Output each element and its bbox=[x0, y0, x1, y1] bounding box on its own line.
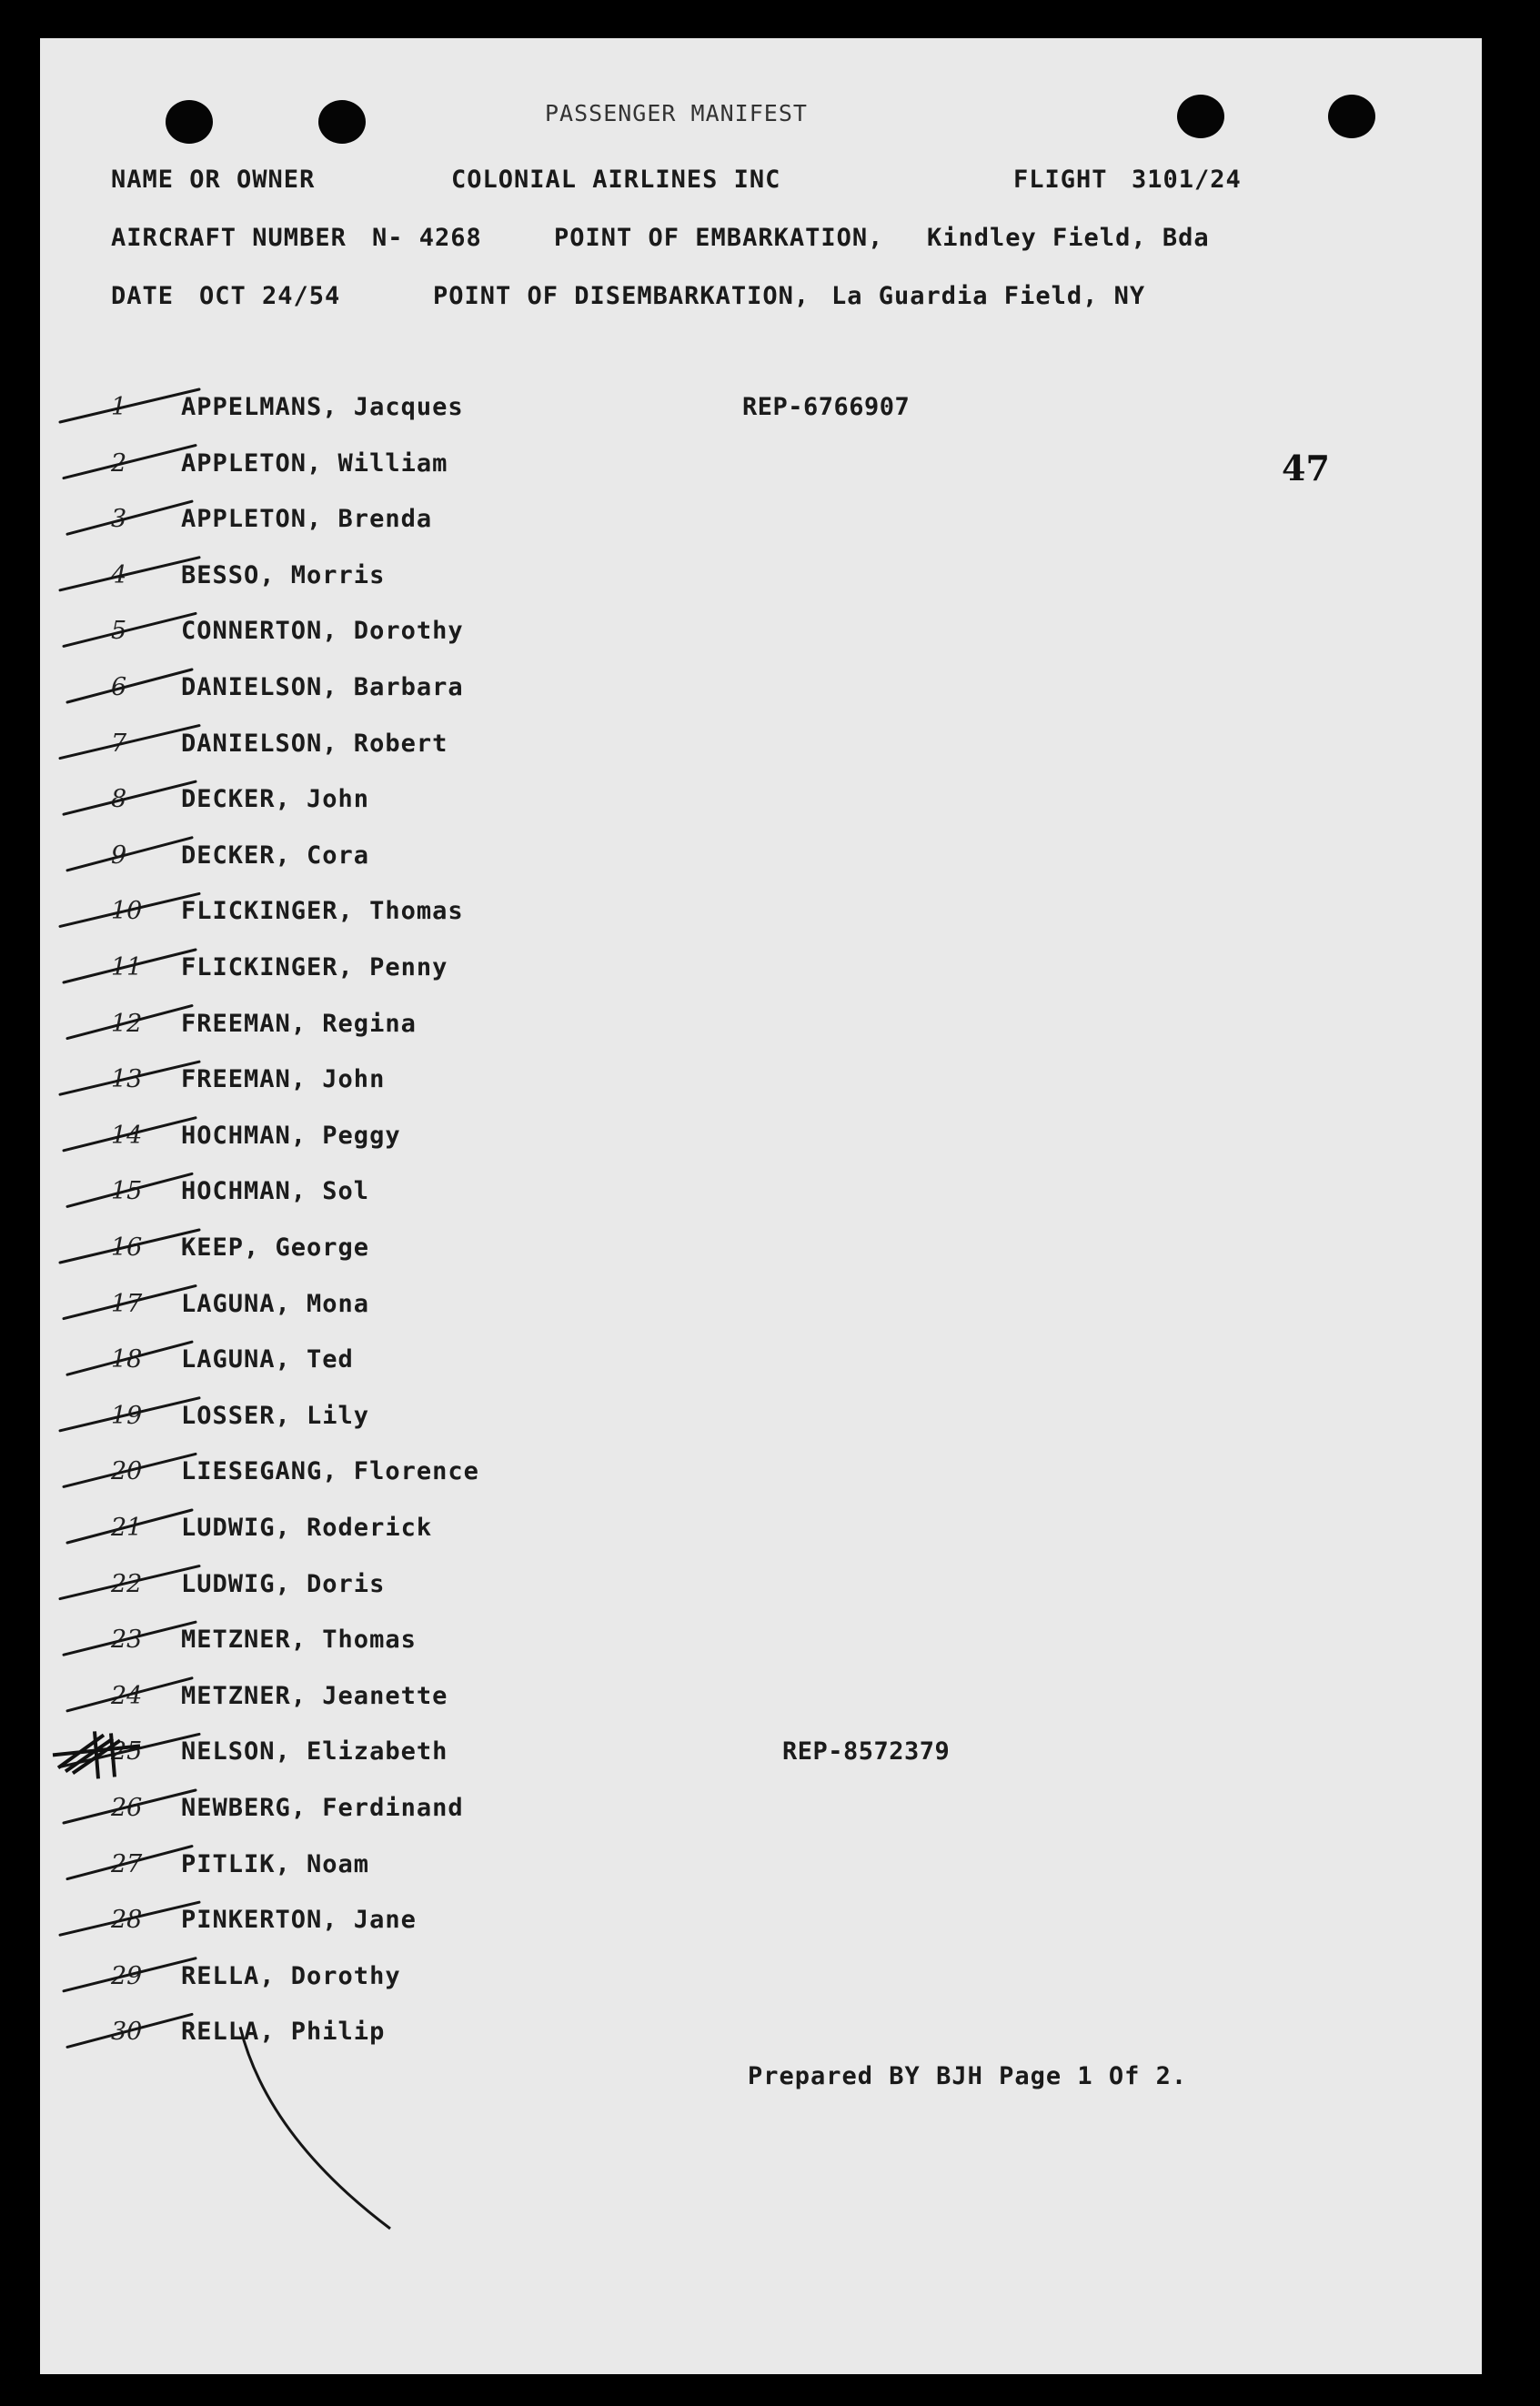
passenger-row-number: 23 bbox=[111, 1626, 143, 1655]
passenger-name: KEEP, George bbox=[181, 1233, 370, 1262]
passenger-row-number: 28 bbox=[111, 1906, 143, 1935]
passenger-name: CONNERTON, Dorothy bbox=[181, 617, 464, 646]
passenger-name: FLICKINGER, Thomas bbox=[181, 897, 464, 926]
passenger-reference: REP-6766907 bbox=[742, 393, 911, 421]
check-mark-stroke bbox=[60, 1398, 199, 1431]
date-value: OCT 24/54 bbox=[199, 282, 341, 310]
passenger-name: FREEMAN, Regina bbox=[181, 1009, 417, 1038]
check-mark-stroke bbox=[64, 1790, 196, 1823]
passenger-row-number: 11 bbox=[111, 953, 143, 982]
passenger-name: LIESEGANG, Florence bbox=[181, 1457, 479, 1486]
passenger-name: PITLIK, Noam bbox=[181, 1849, 370, 1878]
check-mark-stroke bbox=[67, 1847, 192, 1879]
passenger-row-number: 22 bbox=[111, 1569, 143, 1598]
passenger-name: DANIELSON, Barbara bbox=[181, 673, 464, 701]
scribble-mark bbox=[53, 1731, 140, 1778]
passenger-row-number: 2 bbox=[111, 448, 127, 478]
passenger-row-number: 24 bbox=[111, 1681, 143, 1710]
check-mark-stroke bbox=[60, 1566, 199, 1599]
check-mark-stroke bbox=[67, 838, 192, 871]
passenger-name: BESSO, Morris bbox=[181, 560, 386, 589]
flight-label: FLIGHT bbox=[1013, 166, 1108, 194]
disembarkation-label: POINT OF DISEMBARKATION, bbox=[433, 282, 810, 310]
check-mark-stroke bbox=[64, 950, 196, 982]
check-mark-stroke bbox=[60, 558, 199, 590]
passenger-reference: REP-8572379 bbox=[782, 1737, 951, 1767]
passenger-row-number: 12 bbox=[111, 1009, 143, 1038]
check-mark-stroke bbox=[67, 1006, 192, 1039]
check-mark-stroke bbox=[67, 2014, 192, 2047]
passenger-name: HOCHMAN, Peggy bbox=[181, 1121, 401, 1150]
check-mark-stroke bbox=[67, 501, 192, 534]
passenger-name: RELLA, Dorothy bbox=[181, 1961, 401, 1990]
check-mark-stroke bbox=[60, 1902, 199, 1935]
embarkation-label: POINT OF EMBARKATION, bbox=[554, 224, 884, 252]
passenger-name: LUDWIG, Doris bbox=[181, 1569, 386, 1598]
passenger-row-number: 17 bbox=[111, 1289, 143, 1318]
passenger-name: APPELMANS, Jacques bbox=[181, 393, 464, 421]
aircraft-value: N- 4268 bbox=[372, 224, 482, 252]
passenger-row-number: 6 bbox=[111, 673, 127, 701]
passenger-name: LAGUNA, Ted bbox=[181, 1345, 354, 1374]
passenger-name: PINKERTON, Jane bbox=[181, 1906, 417, 1935]
passenger-name: HOCHMAN, Sol bbox=[181, 1177, 370, 1206]
embarkation-value: Kindley Field, Bda bbox=[927, 224, 1210, 252]
passenger-row-number: 7 bbox=[111, 729, 127, 758]
check-mark-stroke bbox=[60, 893, 199, 926]
passenger-row-number: 13 bbox=[111, 1065, 143, 1094]
check-mark-stroke bbox=[64, 613, 196, 646]
prepared-by-footer: Prepared BY BJH Page 1 Of 2. bbox=[748, 2062, 1188, 2090]
passenger-name: LUDWIG, Roderick bbox=[181, 1514, 433, 1542]
passenger-row-number: 14 bbox=[111, 1121, 143, 1150]
passenger-name: DECKER, John bbox=[181, 785, 370, 814]
owner-label: NAME OR OWNER bbox=[111, 166, 316, 194]
pen-stroke-tail bbox=[240, 2027, 390, 2229]
passenger-row-number: 21 bbox=[111, 1514, 143, 1542]
passenger-row-number: 1 bbox=[111, 393, 127, 421]
handwritten-check-marks bbox=[40, 38, 1482, 2374]
passenger-row-number: 5 bbox=[111, 617, 127, 646]
passenger-row-number: 20 bbox=[111, 1457, 143, 1486]
check-mark-stroke bbox=[64, 1454, 196, 1486]
passenger-row-number: 15 bbox=[111, 1177, 143, 1206]
passenger-row-number: 29 bbox=[111, 1961, 143, 1990]
manifest-title: PASSENGER MANIFEST bbox=[545, 100, 808, 126]
passenger-name: DECKER, Cora bbox=[181, 841, 370, 870]
passenger-name: APPLETON, William bbox=[181, 448, 448, 478]
check-mark-stroke bbox=[60, 726, 199, 759]
passenger-name: LOSSER, Lily bbox=[181, 1401, 370, 1430]
passenger-name: FLICKINGER, Penny bbox=[181, 953, 448, 982]
passenger-row-number: 10 bbox=[111, 897, 143, 926]
passenger-name: RELLA, Philip bbox=[181, 2018, 386, 2047]
passenger-name: FREEMAN, John bbox=[181, 1065, 386, 1094]
passenger-name: NELSON, Elizabeth bbox=[181, 1737, 448, 1767]
passenger-name: NEWBERG, Ferdinand bbox=[181, 1794, 464, 1822]
check-mark-stroke bbox=[67, 669, 192, 702]
disembarkation-value: La Guardia Field, NY bbox=[831, 282, 1146, 310]
check-mark-stroke bbox=[64, 1286, 196, 1319]
page-number-stamp: 47 bbox=[1282, 448, 1330, 488]
flight-value: 3101/24 bbox=[1132, 166, 1242, 194]
manifest-sheet bbox=[40, 38, 1482, 2374]
passenger-row-number: 26 bbox=[111, 1794, 143, 1822]
passenger-name: METZNER, Jeanette bbox=[181, 1681, 448, 1710]
passenger-row-number: 18 bbox=[111, 1345, 143, 1374]
owner-value: COLONIAL AIRLINES INC bbox=[451, 166, 781, 194]
check-mark-stroke bbox=[67, 1678, 192, 1711]
passenger-row-number: 9 bbox=[111, 841, 127, 870]
passenger-name: METZNER, Thomas bbox=[181, 1626, 417, 1655]
check-mark-stroke bbox=[60, 389, 199, 422]
passenger-name: DANIELSON, Robert bbox=[181, 729, 448, 758]
date-label: DATE bbox=[111, 282, 175, 310]
passenger-row-number: 16 bbox=[111, 1233, 143, 1262]
passenger-row-number: 30 bbox=[111, 2018, 143, 2047]
passenger-row-number: 25 bbox=[111, 1737, 143, 1767]
passenger-row-number: 8 bbox=[111, 785, 127, 814]
passenger-row-number: 19 bbox=[111, 1401, 143, 1430]
passenger-row-number: 3 bbox=[111, 505, 127, 534]
check-mark-stroke bbox=[64, 446, 196, 478]
passenger-name: APPLETON, Brenda bbox=[181, 505, 433, 534]
check-mark-stroke bbox=[64, 781, 196, 814]
aircraft-label: AIRCRAFT NUMBER bbox=[111, 224, 347, 252]
passenger-name: LAGUNA, Mona bbox=[181, 1289, 370, 1318]
check-mark-stroke bbox=[64, 1622, 196, 1655]
check-mark-stroke bbox=[67, 1173, 192, 1206]
check-mark-stroke bbox=[64, 1118, 196, 1151]
passenger-row-number: 4 bbox=[111, 560, 127, 589]
passenger-row-number: 27 bbox=[111, 1849, 143, 1878]
check-mark-stroke bbox=[67, 1342, 192, 1374]
check-mark-stroke bbox=[60, 1230, 199, 1263]
check-mark-stroke bbox=[60, 1062, 199, 1094]
check-mark-stroke bbox=[64, 1958, 196, 1991]
check-mark-stroke bbox=[67, 1510, 192, 1543]
